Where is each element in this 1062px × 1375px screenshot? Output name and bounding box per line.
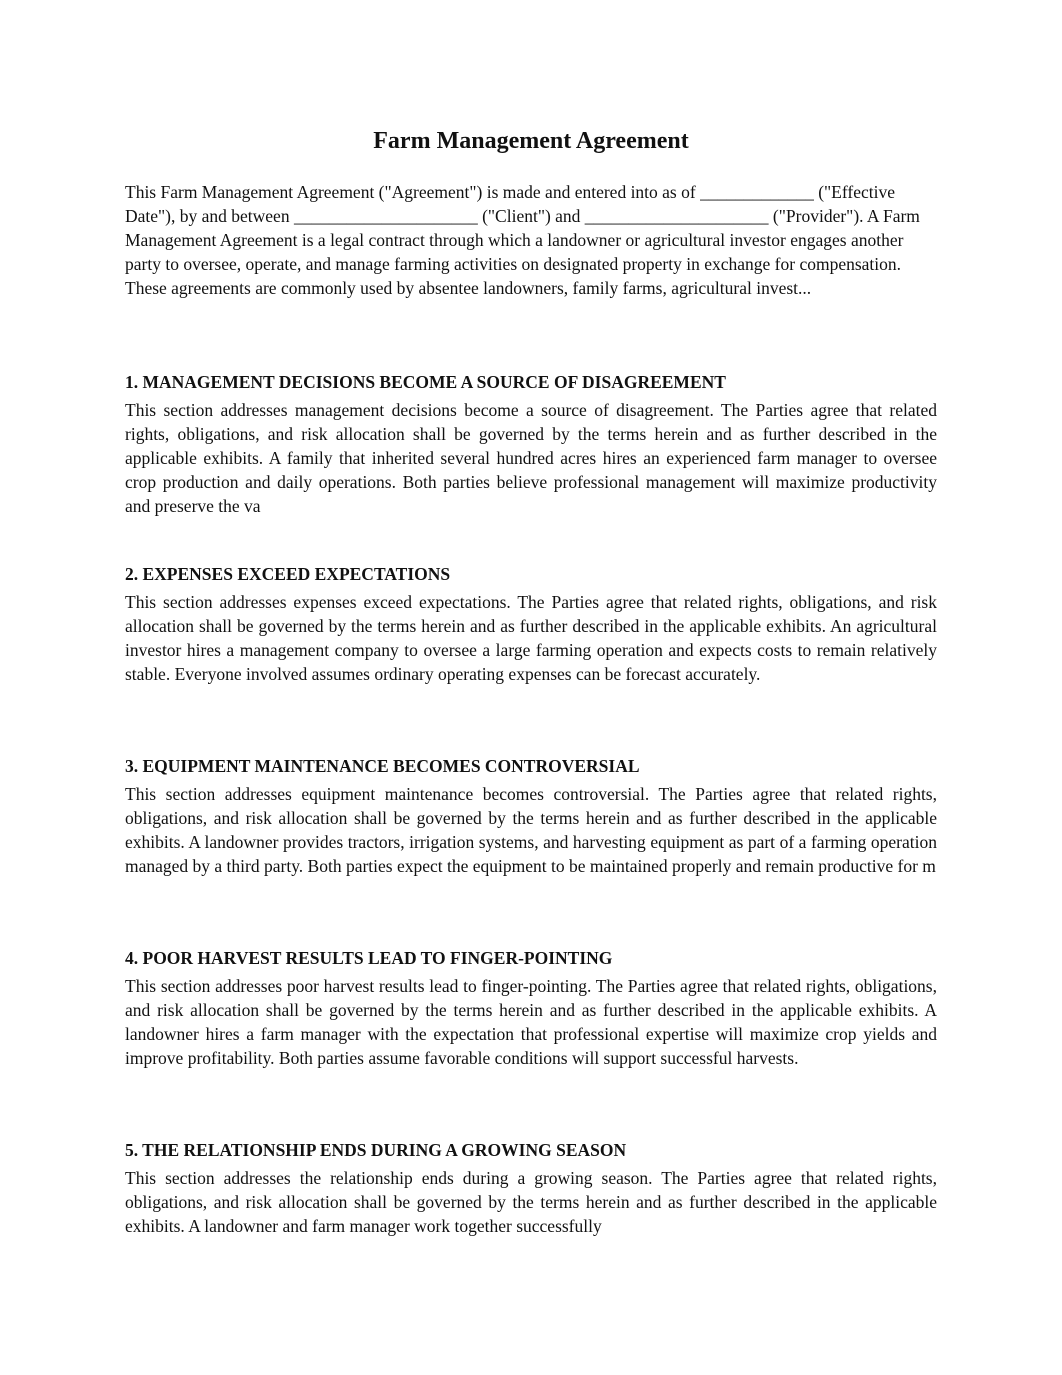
section-body: This section addresses poor harvest results lead to finger-pointing. The Parties agree that related rights, obligations, and risk allocation shall be governed by the terms herein and as further described in the applicable exhibits. A landowner hires a farm manager with the expectation that professional expertise will maximize crop yields and improve profitability. Both parties assume favorable conditions will support successful harvests. bbox=[125, 976, 937, 1068]
section-heading: 1. MANAGEMENT DECISIONS BECOME A SOURCE OF DISAGREEMENT bbox=[125, 372, 726, 392]
section-body: This section addresses expenses exceed expectations. The Parties agree that related rights, obligations, and risk allocation shall be governed by the terms herein and as further described in the applicable exhibits. An agricultural investor hires a management company to oversee a large farming operation and expects costs to remain relatively stable. Everyone involved assumes ordinary operating expenses can be forecast accurately. bbox=[125, 592, 937, 684]
section-body: This section addresses the relationship ends during a growing season. The Parties agree that related rights, obligations, and risk allocation shall be governed by the terms herein and as further described in the applicable exhibits. A landowner and farm manager work together successfully bbox=[125, 1168, 937, 1236]
document-title: Farm Management Agreement bbox=[373, 128, 689, 154]
section-expenses bbox=[125, 562, 937, 686]
section-relationship-ends bbox=[125, 1138, 937, 1238]
section-heading: 3. EQUIPMENT MAINTENANCE BECOMES CONTROVERSIAL bbox=[125, 756, 640, 776]
section-poor-harvest bbox=[125, 946, 937, 1070]
section-heading: 4. POOR HARVEST RESULTS LEAD TO FINGER-POINTING bbox=[125, 948, 613, 968]
section-heading: 2. EXPENSES EXCEED EXPECTATIONS bbox=[125, 564, 451, 584]
section-management-decisions bbox=[125, 370, 937, 518]
section-heading: 5. THE RELATIONSHIP ENDS DURING A GROWING SEASON bbox=[125, 1140, 627, 1160]
section-equipment-maintenance bbox=[125, 754, 937, 878]
intro-paragraph: This Farm Management Agreement ("Agreement") is made and entered into as of _____________ ("Effective Date"), by and between _____________________ ("Client") and _____________________ ("Provider"). A Farm Management Agreement is a legal contract through which a landowner or agricultural investor engages another party to oversee, operate, and manage farming activities on designated property in exchange for compensation. These agreements are commonly used by absentee landowners, family farms, agricultural invest... bbox=[125, 182, 920, 298]
section-body: This section addresses equipment maintenance becomes controversial. The Parties agree that related rights, obligations, and risk allocation shall be governed by the terms herein and as further described in the applicable exhibits. A landowner provides tractors, irrigation systems, and harvesting equipment as part of a farming operation managed by a third party. Both parties expect the equipment to be maintained properly and remain productive for m bbox=[125, 784, 937, 876]
section-body: This section addresses management decisions become a source of disagreement. The Parties agree that related rights, obligations, and risk allocation shall be governed by the terms herein and as further described in the applicable exhibits. A family that inherited several hundred acres hires an experienced farm manager to oversee crop production and daily operations. Both parties believe professional management will maximize productivity and preserve the va bbox=[125, 400, 937, 516]
